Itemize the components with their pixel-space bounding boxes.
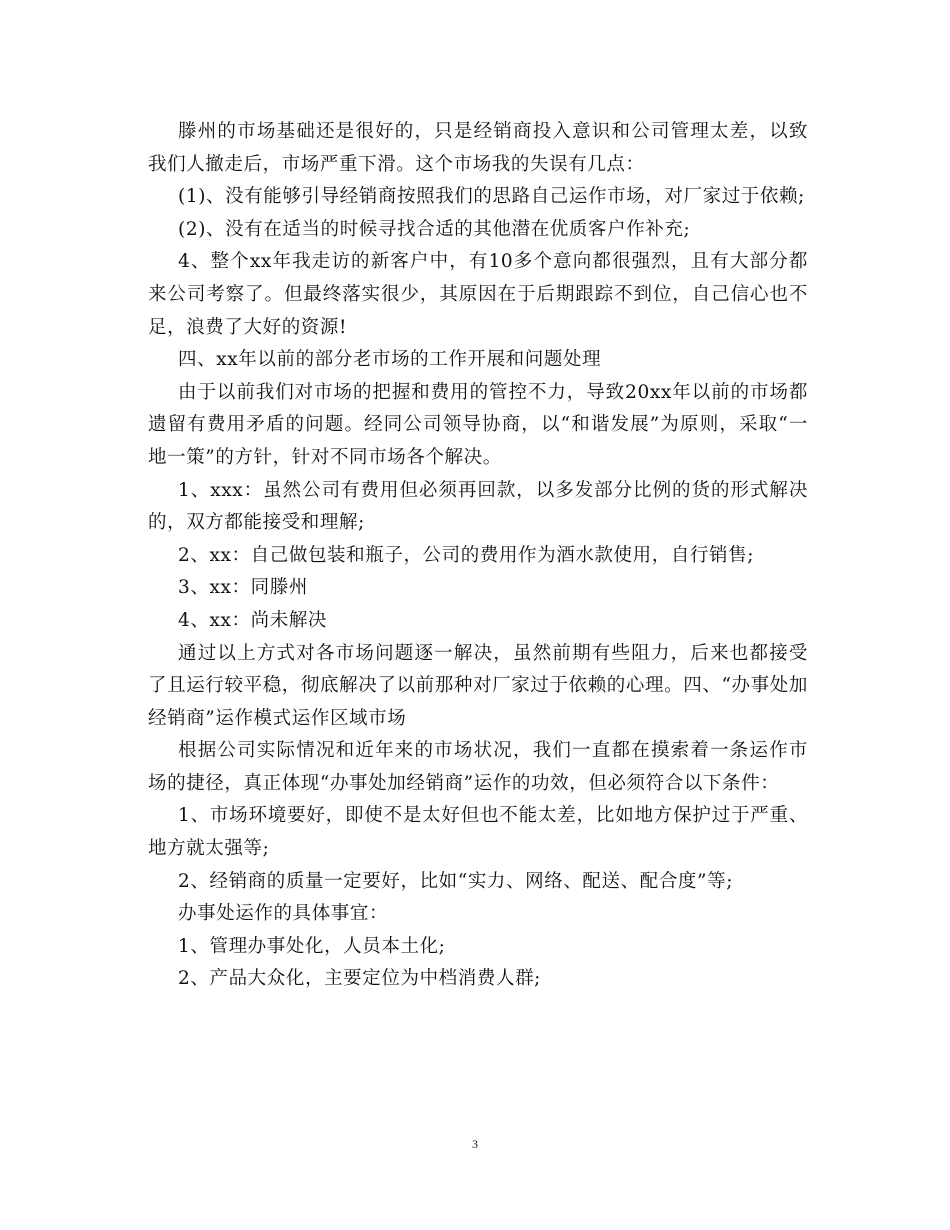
list-item: 1、市场环境要好，即使不是太好但也不能太差，比如地方保护过于严重、地方就太强等;: [148, 805, 808, 860]
paragraph: 根据公司实际情况和近年来的市场状况，我们一直都在摸索着一条运作市场的捷径，真正体现“办事处加经销商”运作的功效，但必须符合以下条件：: [148, 740, 808, 794]
page-number: 3: [472, 1137, 478, 1151]
section-heading: 四、xx年以前的部分老市场的工作开展和问题处理: [178, 349, 602, 371]
list-item: 3、xx：同滕州: [178, 577, 308, 599]
paragraph: 滕州的市场基础还是很好的，只是经销商投入意识和公司管理太差，以致我们人撤走后，市场严重下滑。这个市场我的失误有几点：: [148, 121, 808, 175]
list-item: 1、xxx：虽然公司有费用但必须再回款，以多发部分比例的货的形式解决的，双方都能接受和理解;: [148, 479, 808, 534]
paragraph: 通过以上方式对各市场问题逐一解决，虽然前期有些阻力，后来也都接受了且运行较平稳，彻底解决了以前那种对厂家过于依赖的心理。四、“办事处加经销商”运作模式运作区域市场: [148, 642, 808, 729]
list-item: 2、产品大众化，主要定位为中档消费人群;: [178, 968, 542, 990]
list-item: 4、xx：尚未解决: [178, 609, 328, 631]
paragraph: (2)、没有在适当的时候寻找合适的其他潜在优质客户作补充;: [178, 218, 691, 240]
page-body: [148, 116, 808, 996]
list-item: 1、管理办事处化，人员本土化;: [178, 935, 446, 957]
paragraph: 由于以前我们对市场的把握和费用的管控不力，导致20xx年以前的市场都遗留有费用矛盾的问题。经同公司领导协商，以“和谐发展”为原则，采取“一地一策”的方针，针对不同市场各个解决。: [148, 381, 808, 468]
list-item: 2、xx：自己做包装和瓶子，公司的费用作为酒水款使用，自行销售;: [178, 544, 755, 566]
paragraph: 4、整个xx年我走访的新客户中，有10多个意向都很强烈，且有大部分都来公司考察了。但最终落实很少，其原因在于后期跟踪不到位，自己信心也不足，浪费了大好的资源!: [148, 251, 808, 338]
list-item: 2、经销商的质量一定要好，比如“实力、网络、配送、配合度”等;: [178, 870, 734, 892]
paragraph: (1)、没有能够引导经销商按照我们的思路自己运作市场，对厂家过于依赖;: [178, 186, 805, 208]
paragraph: 办事处运作的具体事宜：: [178, 903, 389, 925]
